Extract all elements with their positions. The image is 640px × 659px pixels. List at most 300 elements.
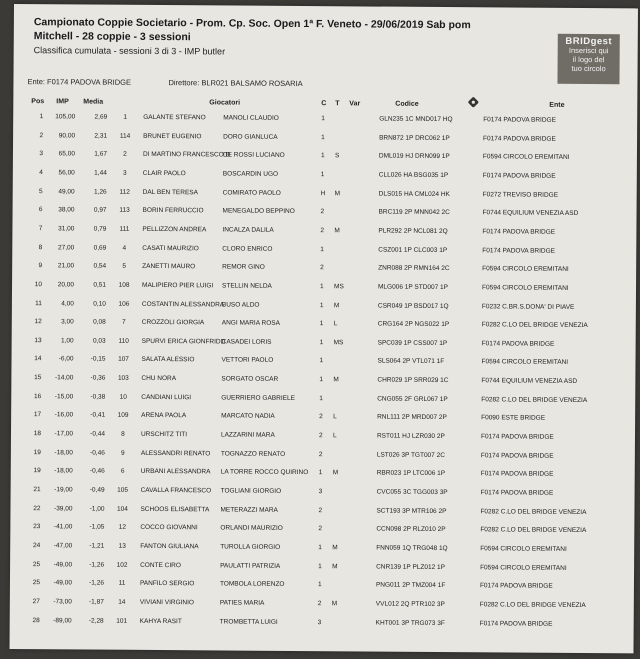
position-cell: 25	[32, 560, 41, 568]
club-cell: F0174 PADOVA BRIDGE	[481, 340, 555, 348]
type-cell: MS	[333, 339, 344, 347]
player-codes-cell: DML019 HJ DRN099 1P	[378, 152, 450, 161]
imp-score-cell: -49,00	[53, 579, 72, 587]
player-codes-cell: SLS064 2P VTL071 1F	[377, 357, 445, 366]
table-row	[10, 505, 634, 521]
player-one-cell: FANTON GIULIANA	[140, 542, 199, 551]
average-score-cell: 1,44	[94, 169, 107, 177]
imp-score-cell: 27,00	[57, 243, 75, 251]
pair-number-cell: 5	[122, 262, 127, 270]
col-var: Var	[349, 100, 361, 108]
club-cell: F0174 PADOVA BRIDGE	[483, 134, 556, 143]
table-row	[13, 113, 637, 129]
club-cell: F0282 C.LO DEL BRIDGE VENEZIA	[479, 601, 586, 609]
player-codes-cell: RNL111 2P MRD007 2P	[377, 413, 447, 422]
table-row	[11, 411, 635, 427]
pair-number-cell: 13	[118, 542, 126, 550]
pair-number-cell: 112	[119, 188, 130, 196]
club-cell: F0594 CIRCOLO EREMITANI	[482, 153, 570, 162]
player-two-cell: TOMBOLA LORENZO	[219, 580, 285, 589]
table-row	[12, 225, 636, 241]
player-two-cell: STELLIN NELDA	[222, 282, 272, 290]
table-row	[12, 262, 636, 278]
player-two-cell: CASADEI LORIS	[221, 338, 272, 346]
player-two-cell: PATIES MARIA	[219, 599, 265, 607]
pair-number-cell: 4	[122, 244, 127, 252]
type-cell: M	[332, 562, 338, 570]
imp-score-cell: 31,00	[58, 225, 75, 233]
table-row	[10, 617, 634, 633]
average-score-cell: 0,03	[92, 337, 106, 345]
category-cell: 1	[319, 394, 323, 402]
player-one-cell: ZANETTI MAURO	[142, 263, 196, 271]
position-cell: 6	[38, 206, 43, 214]
player-two-cell: TOGNAZZO RENATO	[220, 450, 286, 458]
position-cell: 1	[39, 113, 44, 121]
table-row	[11, 374, 635, 390]
player-codes-cell: VVL012 2Q PTR102 3P	[375, 600, 445, 608]
category-cell: 1	[320, 282, 324, 291]
ranking-description: Classifica cumulata - sessioni 3 di 3 - IMP butler	[33, 45, 226, 57]
player-codes-cell: CLL026 HA BSG035 1P	[378, 171, 449, 179]
player-one-cell: CLAIR PAOLO	[142, 169, 186, 178]
player-two-cell: ORLANDI MAURIZIO	[220, 524, 283, 533]
position-cell: 11	[35, 299, 42, 307]
player-codes-cell: BRC119 2P MNN042 2C	[378, 208, 450, 217]
position-cell: 12	[34, 318, 42, 326]
type-cell: M	[332, 544, 338, 552]
player-codes-cell: CSR049 1P BSD017 1Q	[377, 302, 449, 310]
results-sheet	[9, 4, 637, 653]
club-cell: F0594 CIRCOLO EREMITANI	[482, 284, 569, 292]
player-one-cell: MALIPIERO PIER LUIGI	[142, 281, 214, 290]
category-cell: 1	[317, 581, 322, 589]
pair-number-cell: 111	[119, 225, 130, 233]
category-cell: 2	[320, 208, 325, 216]
club-cell: F0744 EQUILIUM VENEZIA ASD	[482, 209, 579, 218]
club-cell: F0174 PADOVA BRIDGE	[482, 172, 556, 180]
player-two-cell: CLORO ENRICO	[222, 245, 273, 253]
pair-number-cell: 3	[122, 169, 127, 177]
player-two-cell: LAZZARINI MARA	[220, 431, 275, 439]
average-score-cell: 0,69	[93, 244, 107, 252]
col-codice: Codice	[395, 100, 419, 108]
category-cell: 2	[319, 413, 323, 421]
page-subtitle: Mitchell - 28 coppie - 3 sessioni	[33, 30, 191, 44]
position-cell: 18	[33, 430, 42, 438]
player-one-cell: GALANTE STEFANO	[143, 113, 206, 122]
director-info: Direttore: BLR021 BALSAMO ROSARIA	[168, 78, 303, 89]
category-cell: 1	[318, 544, 322, 552]
player-two-cell: SORGATO OSCAR	[221, 375, 279, 383]
position-cell: 2	[39, 131, 44, 139]
imp-score-cell: 1,00	[60, 337, 74, 345]
table-row	[11, 467, 635, 483]
club-cell: F0090 ESTE BRIDGE	[481, 414, 546, 423]
position-cell: 24	[32, 542, 41, 550]
average-score-cell: -0,38	[90, 393, 106, 401]
player-codes-cell: KHT001 3P TRG073 3F	[375, 619, 445, 627]
player-one-cell: COSTANTIN ALESSANDRA	[141, 300, 225, 308]
position-cell: 3	[39, 150, 43, 158]
pair-number-cell: 101	[116, 617, 128, 625]
category-cell: 1	[319, 320, 324, 328]
type-cell: L	[332, 432, 337, 440]
player-codes-cell: RST011 HJ LZR030 2P	[376, 432, 445, 441]
category-cell: 1	[318, 562, 322, 570]
average-score-cell: 0,79	[93, 225, 107, 233]
player-codes-cell: FNN059 1Q TRG048 1Q	[376, 544, 448, 552]
player-one-cell: ALESSANDRI RENATO	[140, 449, 211, 458]
player-one-cell: DI MARTINO FRANCESCO D	[142, 151, 231, 159]
position-cell: 27	[32, 598, 40, 606]
table-row	[12, 299, 636, 315]
average-score-cell: 1,26	[94, 188, 107, 196]
player-codes-cell: PNG011 2P TMZ004 1F	[375, 581, 446, 590]
col-media: Media	[83, 98, 104, 106]
average-score-cell: 0,10	[93, 300, 106, 308]
average-score-cell: -0,15	[90, 355, 106, 364]
player-two-cell: INCALZA DALILA	[222, 226, 274, 234]
club-cell: F0174 PADOVA BRIDGE	[480, 489, 554, 497]
col-pos: Pos	[31, 98, 45, 106]
club-cell: F0594 CIRCOLO EREMITANI	[481, 358, 569, 367]
category-cell: 2	[317, 600, 322, 608]
category-cell: 1	[319, 357, 324, 365]
player-codes-cell: BRN872 1P DRC062 1P	[379, 134, 450, 142]
club-cell: F0282 C.LO DEL BRIDGE VENEZIA	[481, 321, 588, 330]
col-imp: IMP	[56, 98, 69, 106]
player-codes-cell: CSZ001 1P CLC003 1P	[378, 246, 448, 254]
player-two-cell: MARCATO NADIA	[221, 412, 275, 421]
average-score-cell: -1,87	[88, 598, 104, 606]
club-cell: F0594 CIRCOLO EREMITANI	[480, 563, 567, 572]
type-cell: M	[331, 600, 338, 608]
club-cell: F0174 PADOVA BRIDGE	[480, 451, 554, 460]
average-score-cell: -0,36	[90, 374, 106, 382]
player-one-cell: COCCO GIOVANNI	[140, 524, 198, 532]
player-two-cell: TUROLLA GIORGIO	[220, 543, 281, 551]
bridge-suits-icon	[468, 97, 478, 107]
imp-score-cell: 49,00	[58, 187, 75, 196]
player-one-cell: ARENA PAOLA	[141, 412, 187, 420]
player-codes-cell: RBR023 1P LTC006 1P	[376, 469, 446, 478]
imp-score-cell: -49,00	[53, 560, 73, 569]
logo-text-line: Inserisci qui	[568, 45, 609, 56]
player-codes-cell: CHR029 1P SRR029 1C	[377, 376, 449, 385]
player-one-cell: SALATA ALESSIO	[141, 356, 195, 364]
imp-score-cell: -16,00	[54, 411, 74, 419]
category-cell: 3	[318, 488, 323, 496]
imp-score-cell: 21,00	[57, 262, 75, 270]
player-one-cell: URBANI ALESSANDRA	[140, 468, 211, 476]
player-codes-cell: CRG164 2P NGS022 1P	[377, 320, 450, 329]
category-cell: 2	[320, 264, 324, 272]
table-row	[13, 188, 637, 204]
imp-score-cell: 20,00	[57, 281, 75, 289]
category-cell: 2	[320, 227, 325, 235]
imp-score-cell: -89,00	[53, 616, 72, 624]
table-row	[12, 244, 636, 260]
imp-score-cell: -6,00	[58, 355, 74, 363]
player-two-cell: DORO GIANLUCA	[223, 133, 278, 141]
average-score-cell: 0,97	[93, 206, 107, 214]
position-cell: 10	[34, 280, 43, 289]
club-cell: F0174 PADOVA BRIDGE	[480, 470, 554, 479]
position-cell: 22	[33, 504, 41, 512]
player-two-cell: VETTORI PAOLO	[221, 356, 274, 365]
position-cell: 17	[33, 411, 42, 419]
pair-number-cell: 6	[120, 468, 125, 476]
player-two-cell: TOGLIANI GIORGIO	[220, 487, 282, 495]
player-one-cell: CAVALLA FRANCESCO	[140, 486, 212, 495]
player-two-cell: MANOLI CLAUDIO	[223, 114, 279, 122]
col-ente: Ente	[549, 101, 565, 109]
average-score-cell: 2,31	[94, 132, 108, 140]
club-cell: F0272 TREVISO BRIDGE	[482, 190, 559, 199]
player-codes-cell: CVC055 3C TGG003 3P	[376, 488, 448, 497]
player-codes-cell: CNG055 2F GRL067 1P	[377, 395, 448, 403]
type-cell: M	[334, 227, 340, 235]
player-two-cell: COMIRATO PAOLO	[222, 189, 281, 197]
average-score-cell: -0,49	[89, 486, 105, 494]
player-one-cell: CONTE CIRO	[140, 561, 181, 569]
position-cell: 16	[34, 392, 42, 400]
imp-score-cell: -18,00	[54, 467, 73, 475]
club-cell: F0174 PADOVA BRIDGE	[483, 116, 556, 124]
pair-number-cell: 107	[118, 356, 129, 364]
player-two-cell: PAULATTI PATRIZIA	[220, 562, 281, 570]
average-score-cell: 2,69	[94, 113, 108, 121]
table-row	[13, 206, 637, 222]
player-codes-cell: CCN098 2P RLZ010 2P	[376, 525, 446, 534]
player-one-cell: CHU NORA	[141, 374, 177, 383]
imp-score-cell: -15,00	[54, 393, 74, 401]
category-cell: 1	[319, 301, 324, 309]
pair-number-cell: 10	[119, 393, 127, 401]
category-cell: 2	[318, 525, 322, 533]
player-one-cell: DAL BEN TERESA	[142, 188, 198, 196]
player-one-cell: KAHYA RASIT	[139, 617, 182, 625]
table-row	[10, 598, 634, 614]
table-row	[11, 355, 635, 371]
club-cell: F0282 C.LO DEL BRIDGE VENEZIA	[480, 526, 587, 535]
category-cell: 1	[319, 376, 324, 384]
type-cell: L	[333, 413, 337, 421]
average-score-cell: -1,21	[89, 542, 105, 550]
category-cell: 1	[321, 115, 325, 123]
logo-placeholder	[557, 34, 619, 84]
table-row	[11, 393, 635, 409]
table-row	[12, 337, 636, 353]
imp-score-cell: -18,00	[54, 448, 73, 457]
table-row	[13, 150, 637, 166]
club-cell: F0174 PADOVA BRIDGE	[482, 228, 556, 236]
category-cell: 1	[319, 338, 324, 346]
pair-number-cell: 11	[118, 579, 126, 588]
pair-number-cell: 1	[123, 113, 128, 121]
category-cell: 2	[318, 506, 323, 514]
average-score-cell: -1,26	[89, 561, 105, 569]
club-cell: F0282 C.LO DEL BRIDGE VENEZIA	[481, 396, 588, 404]
player-codes-cell: ZNR088 2P RMN164 2C	[378, 264, 450, 273]
average-score-cell: -1,26	[89, 579, 104, 587]
pair-number-cell: 2	[123, 151, 127, 159]
pair-number-cell: 12	[118, 524, 126, 532]
pair-number-cell: 105	[117, 486, 129, 494]
page-title: Campionato Coppie Societario - Prom. Cp. Soc. Open 1ª F. Veneto - 29/06/2019 Sab pom	[33, 16, 471, 32]
club-cell: F0174 PADOVA BRIDGE	[480, 433, 554, 441]
category-cell: 1	[318, 469, 323, 477]
average-score-cell: -0,46	[89, 467, 105, 475]
player-codes-cell: GLN235 1C MND017 HQ	[379, 115, 453, 124]
pair-number-cell: 14	[118, 598, 126, 606]
player-two-cell: LA TORRE ROCCO QUIRINO	[220, 468, 309, 477]
player-two-cell: TROMBETTA LUIGI	[219, 617, 278, 626]
player-two-cell: BOSCARDIN UGO	[222, 170, 279, 178]
player-codes-cell: PLR292 2P NCL081 2Q	[378, 227, 448, 235]
bridgest-logo: BRIDgest	[565, 35, 613, 48]
imp-score-cell: 56,00	[58, 169, 75, 177]
average-score-cell: 1,67	[94, 150, 107, 158]
player-codes-cell: LST026 3P TGT007 2C	[376, 451, 445, 459]
pair-number-cell: 113	[119, 206, 130, 215]
club-cell: F0594 CIRCOLO EREMITANI	[480, 545, 567, 553]
col-t: T	[335, 100, 340, 108]
imp-score-cell: 65,00	[58, 150, 75, 158]
player-one-cell: CASATI MAURIZIO	[142, 244, 199, 252]
player-one-cell: BORIN FERRUCCIO	[142, 207, 204, 215]
imp-score-cell: -14,00	[54, 374, 74, 382]
player-two-cell: REMOR GINO	[222, 263, 265, 271]
table-row	[10, 523, 634, 539]
average-score-cell: 0,51	[93, 281, 107, 289]
type-cell: L	[333, 320, 338, 328]
type-cell: M	[334, 189, 341, 197]
type-cell: M	[332, 469, 339, 477]
club-cell: F0174 PADOVA BRIDGE	[479, 619, 553, 628]
pair-number-cell: 8	[121, 430, 125, 438]
position-cell: 9	[38, 262, 43, 270]
category-cell: 1	[320, 152, 325, 160]
category-cell: 2	[318, 432, 323, 440]
logo-text-line: tuo circolo	[571, 63, 606, 74]
player-codes-cell: SCT193 3P MTR106 2P	[376, 507, 447, 515]
position-cell: 4	[39, 169, 43, 177]
average-score-cell: 0,08	[93, 318, 106, 326]
pair-number-cell: 109	[117, 412, 129, 420]
average-score-cell: -0,44	[90, 430, 106, 438]
logo-text-line: il logo del	[572, 54, 605, 65]
position-cell: 19	[33, 448, 41, 456]
player-one-cell: SCHOOS ELISABETTA	[140, 505, 210, 514]
player-two-cell: DE ROSSI LUCIANO	[222, 151, 285, 160]
player-codes-cell: CNR139 1P PLZ012 1P	[376, 563, 446, 571]
type-cell: M	[333, 376, 339, 384]
pair-number-cell: 106	[118, 300, 130, 308]
average-score-cell: -1,05	[89, 523, 105, 531]
category-cell: 1	[320, 171, 325, 179]
imp-score-cell: 90,00	[58, 131, 76, 140]
player-one-cell: PELLIZZON ANDREA	[142, 225, 207, 234]
imp-score-cell: -19,00	[54, 486, 73, 494]
average-score-cell: -2,28	[88, 617, 104, 625]
player-one-cell: VIVIANI VIRGINIO	[139, 598, 195, 607]
position-cell: 23	[33, 523, 41, 531]
player-codes-cell: MLG006 1P STD007 1P	[378, 283, 449, 291]
table-row	[10, 542, 634, 558]
imp-score-cell: -73,00	[53, 598, 72, 606]
imp-score-cell: -17,00	[54, 430, 74, 438]
imp-score-cell: 105,00	[55, 113, 76, 121]
type-cell: S	[334, 152, 340, 160]
table-row	[11, 486, 635, 502]
player-two-cell: MENEGALDO BEPPINO	[222, 207, 295, 216]
ente-info: Ente: F0174 PADOVA BRIDGE	[27, 77, 132, 87]
club-cell: F0744 EQUILIUM VENEZIA ASD	[481, 377, 578, 386]
pair-number-cell: 104	[117, 505, 128, 513]
position-cell: 19	[33, 467, 41, 475]
type-cell: MS	[334, 283, 344, 291]
player-one-cell: SPURVI ERICA GIONFRIDD	[141, 337, 226, 346]
pair-number-cell: 114	[119, 132, 131, 140]
imp-score-cell: -41,00	[53, 523, 73, 531]
table-row	[11, 430, 635, 446]
category-cell: 1	[320, 245, 324, 253]
table-row	[12, 318, 636, 334]
club-cell: F0594 CIRCOLO EREMITANI	[482, 265, 569, 274]
player-one-cell: CANDIANI LUIGI	[141, 393, 192, 401]
position-cell: 7	[38, 225, 43, 233]
player-two-cell: ANGI MARIA ROSA	[221, 319, 280, 328]
player-two-cell: METERAZZI MARA	[220, 506, 278, 514]
club-cell: F0174 PADOVA BRIDGE	[482, 246, 556, 255]
club-cell: F0174 PADOVA BRIDGE	[479, 582, 553, 591]
player-codes-cell: DLS015 HA CML024 HK	[378, 190, 450, 198]
pair-number-cell: 102	[116, 561, 128, 569]
position-cell: 25	[32, 579, 40, 587]
category-cell: 2	[318, 450, 323, 458]
player-one-cell: CROZZOLI GIORGIA	[141, 319, 205, 327]
player-one-cell: PANFILO SERGIO	[139, 580, 195, 588]
position-cell: 13	[34, 336, 42, 344]
imp-score-cell: -47,00	[53, 542, 73, 550]
type-cell: M	[333, 301, 340, 309]
table-row	[10, 561, 634, 577]
table-row	[13, 169, 637, 185]
imp-score-cell: 38,00	[58, 206, 75, 214]
category-cell: 3	[317, 618, 322, 626]
position-cell: 8	[38, 243, 43, 251]
club-cell: F0232 C.BR.S.DONA' DI PIAVE	[481, 302, 575, 311]
pair-number-cell: 108	[118, 281, 130, 289]
average-score-cell: -0,41	[90, 411, 106, 420]
average-score-cell: -0,46	[90, 449, 105, 457]
player-one-cell: BRUNET EUGENIO	[143, 132, 202, 140]
imp-score-cell: 3,00	[61, 318, 74, 326]
player-one-cell: URSCHITZ TITI	[140, 430, 188, 439]
imp-score-cell: -39,00	[54, 504, 73, 513]
average-score-cell: 0,54	[93, 262, 107, 270]
player-codes-cell: SPC039 1P CSS007 1P	[377, 339, 448, 347]
pair-number-cell: 103	[117, 374, 129, 382]
position-cell: 21	[33, 486, 41, 494]
col-c: C	[321, 100, 327, 108]
pair-number-cell: 9	[121, 449, 125, 457]
pair-number-cell: 110	[118, 337, 129, 345]
pair-number-cell: 7	[121, 318, 126, 326]
position-cell: 5	[39, 187, 43, 195]
